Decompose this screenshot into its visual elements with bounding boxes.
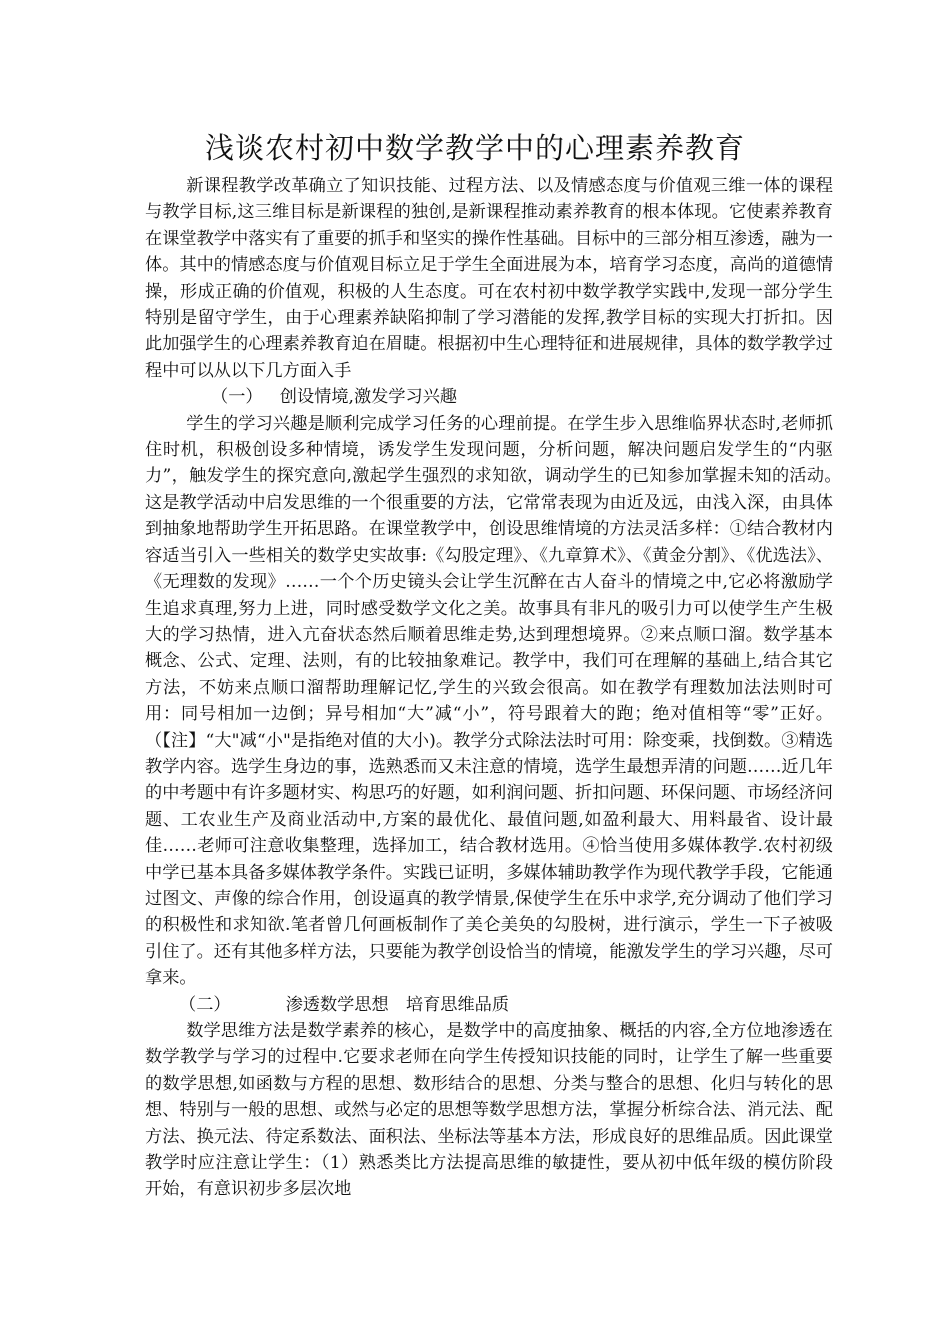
section-number: （一）	[211, 387, 263, 408]
section-heading-text: 创设情境,激发学习兴趣	[279, 387, 458, 408]
page-title: 浅谈农村初中数学教学中的心理素养教育	[204, 131, 745, 165]
section-heading-text: 渗透数学思想 培育思维品质	[285, 994, 510, 1015]
section-heading-1	[145, 384, 833, 410]
section-heading-2	[145, 992, 833, 1018]
section-1-paragraph: 学生的学习兴趣是顺利完成学习任务的心理前提。在学生步入思维临界状态时,老师抓住时机，积极创设多种情境，诱发学生发现问题，分析问题，解决问题启发学生的“内驱力”，触发学生的探究意向,激起学生强烈的求知欲，调动学生的已知参加掌握未知的活动。 这是教学活动中启发思维的一个很重要的方法，它常常表现为由近及远，由浅入深，由具体到抽象地帮助学生开拓思路。在课堂教学中，创设思维情境的方法灵活多样：①结合教材内容适当引入一些相关的数学史实故事:《勾股定理》、《九章算术》、《黄金分割》、《优选法》、《无理数的发现》……一个个历史镜头会让学生沉醉在古人奋斗的情境之中,它必将激励学生追求真理,努力上进，同时感受数学文化之美。故事具有非凡的吸引力可以使学生产生极大的学习热情，进入亢奋状态然后顺着思维走势,达到理想境界。②来点顺口溜。数学基本概念、公式、定理、法则，有的比较抽象难记。教学中，我们可在理解的基础上,结合其它方法，不妨来点顺口溜帮助理解记忆,学生的兴致会很高。如在教学有理数加法法则时可用：同号相加一边倒；异号相加“大”减“小”，符号跟着大的跑；绝对值相等“零”正好。（【注】“大"减“小"是指绝对值的大小)。教学分式除法法时可用：除变乘，找倒数。③精选教学内容。选学生身边的事，选熟悉而又未注意的情境，选学生最想弄清的问题……近几年的中考题中有许多题材实、构思巧的好题，如利润问题、折扣问题、环保问题、市场经济问题、工农业生产及商业活动中,方案的最优化、最值问题,如盈利最大、用料最省、设计最佳……老师可注意收集整理，选择加工，结合教材选用。④恰当使用多媒体教学.农村初级中学已基本具备多媒体教学条件。实践已证明，多媒体辅助教学作为现代教学手段，它能通过图文、声像的综合作用，创设逼真的教学情景,保使学生在乐中求学,充分调动了他们学习的积极性和求知欲.笔者曾几何画板制作了美仑美奂的勾股树，进行演示，学生一下子被吸引住了。还有其他多样方法，只要能为教学创设恰当的情境，能激发学生的学习兴趣，尽可拿来。	[145, 413, 868, 989]
body-text	[145, 173, 868, 1203]
section-2-paragraph: 数学思维方法是数学素养的核心，是数学中的高度抽象、概括的内容,全方位地渗透在数学教学与学习的过程中.它要求老师在向学生传授知识技能的同时，让学生了解一些重要的数学思想,如函数与方程的思想、数形结合的思想、分类与整合的思想、化归与转化的思想、特别与一般的思想、或然与必定的思想等数学思想方法，掌握分析综合法、消元法、配方法、换元法、待定系数法、面积法、坐标法等基本方法，形成良好的思维品质。因此课堂教学时应注意让学生：（1）熟悉类比方法提高思维的敏捷性，要从初中低年级的模仿阶段开始，有意识初步多层次地	[145, 1021, 833, 1200]
section-number: （二）	[179, 994, 231, 1015]
intro-paragraph: 新课程教学改革确立了知识技能、过程方法、以及情感态度与价值观三维一体的课程与教学目标,这三维目标是新课程的独创,是新课程推动素养教育的根本体现。它使素养教育在课堂教学中落实有了重要的抓手和坚实的操作性基础。目标中的三部分相互渗透，融为一体。其中的情感态度与价值观目标立足于学生全面进展为本，培育学习态度，高尚的道德情操，形成正确的价值观，积极的人生态度。可在农村初中数学教学实践中,发现一部分学生特别是留守学生，由于心理素养缺陷抑制了学习潜能的发挥,教学目标的实现大打折扣。因此加强学生的心理素养教育迫在眉睫。根据初中生心理特征和进展规律，具体的数学教学过程中可以从以下几方面入手	[145, 176, 833, 381]
